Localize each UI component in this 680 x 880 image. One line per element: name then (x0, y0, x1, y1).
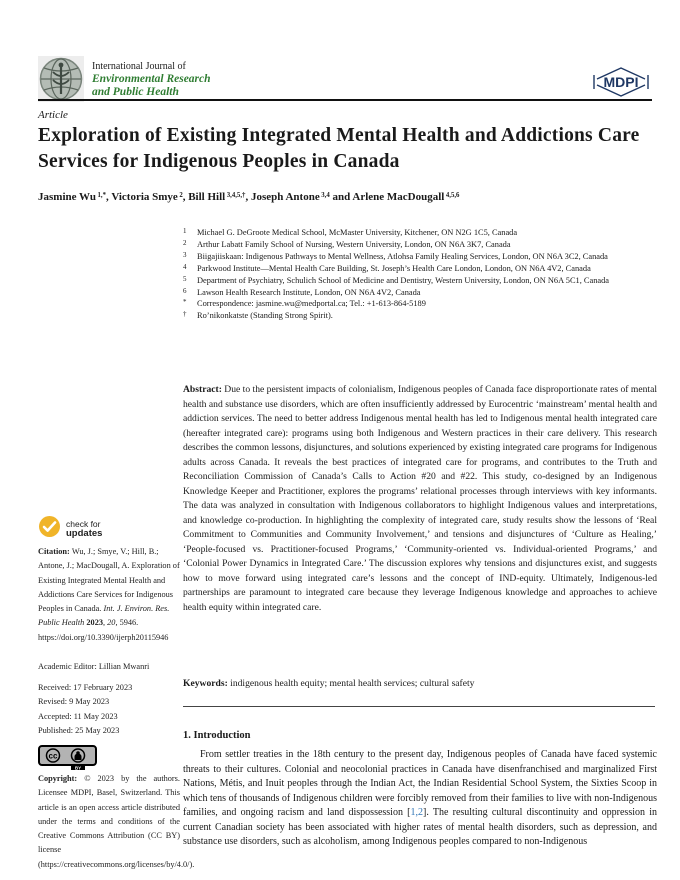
author (352, 191, 459, 203)
svg-text:cc: cc (48, 751, 58, 761)
author-name: Arlene MacDougall (352, 191, 445, 203)
affiliation-marker: 6 (183, 286, 187, 295)
check-for-updates-line1: check for (66, 518, 101, 529)
affiliation-row (183, 263, 657, 275)
affiliation-text: Biigajiiskaan: Indigenous Pathways to Mental Wellness, Atlohsa Family Healing Services, London, ON N6A 3C2, Canada (197, 251, 608, 261)
author-affiliation-sup: 3,4,5,† (226, 191, 246, 199)
author-name: Bill Hill (188, 191, 226, 203)
citation-volume: 20 (107, 618, 116, 628)
author-separator: and (329, 191, 353, 203)
affiliation-row (183, 251, 657, 263)
affiliation-row (183, 275, 657, 287)
affiliation-text: Michael G. DeGroote Medical School, McMaster University, Kitchener, ON N2G 1C5, Canada (197, 228, 518, 237)
copyright-block (38, 772, 195, 872)
affiliation-text: Arthur Labatt Family School of Nursing, Western University, London, ON N6A 3K7, Canada (197, 239, 511, 249)
author-affiliation-sup: 2 (179, 191, 183, 199)
check-for-updates-badge[interactable] (38, 515, 102, 543)
cc-by-license-icon[interactable] (38, 745, 98, 770)
copyright-label: Copyright: (38, 774, 85, 783)
checkmark-icon (38, 515, 61, 543)
affiliation-marker: 4 (183, 262, 187, 271)
keywords-text: indigenous health equity; mental health services; cultural safety (230, 678, 475, 689)
affiliation-text: Department of Psychiatry, Schulich School of Medicine and Dentistry, Western University, London, ON N6A 5C1, Canada (197, 275, 610, 285)
citation-doi-link[interactable]: https://doi.org/10.3390/ijerph20115946 (38, 632, 169, 642)
journal-name (92, 60, 211, 99)
introduction-paragraph (183, 748, 657, 850)
affiliation-marker: 5 (183, 274, 187, 283)
page-title: Exploration of Existing Integrated Mental Health and Addictions Care Services for Indigenous Peoples in Canada (38, 125, 640, 172)
citation-separator: , (102, 618, 108, 628)
journal-logo-icon (38, 56, 84, 102)
citation-year: 2023 (86, 618, 103, 628)
correspondence-row (183, 298, 657, 310)
journal-name-line2: Environmental Research (92, 73, 211, 85)
author-note-text: Ro’nikonkatste (Standing Strong Spirit). (197, 311, 333, 321)
author (38, 191, 111, 203)
author-name: Joseph Antone (250, 191, 320, 203)
received-date: Received: 17 February 2023 (38, 683, 133, 692)
author (188, 191, 251, 203)
article-type-label: Article (38, 109, 68, 121)
author-affiliation-sup: 1,* (97, 191, 106, 199)
citation-block (38, 545, 180, 645)
author-separator: , (245, 191, 251, 203)
copyright-text: © 2023 by the authors. Licensee MDPI, Basel, Switzerland. This article is an open access article distributed under the terms and conditions of the Creative Commons Attribution (CC BY) license (https://creativecommons.org/licenses/by/4.0/). (38, 774, 195, 869)
affiliation-text: Parkwood Institute—Mental Health Care Building, St. Joseph’s Health Care London, London, ON N6A 4V2, Canada (197, 263, 591, 273)
keywords-rule (183, 706, 655, 707)
affiliation-row (183, 227, 657, 239)
article-history (38, 681, 180, 738)
author (251, 191, 352, 203)
citation-label: Citation: (38, 547, 72, 556)
abstract-text: Due to the persistent impacts of colonialism, Indigenous peoples of Canada face disproportionate rates of mental health and substance use disorders, which are often insufficiently addressed by Eurocentric ‘mainstream’ mental health and addiction services. The need to better address Indigenous mental health has led to Indigenous mental health integrated care (hereafter integrated care): programs using both Indigenous and Western practices in their care delivery. This research describes the common lessons, disjunctures, and solutions experienced by existing integrated care programs for Indigenous adults across Canada. It reveals the best practices of integrated care for programs, and contributes to the Truth and Reconciliation Commission of Canada’s Calls to Action #20 and #22. This study, co-designed by an Indigenous Knowledge Keeper and Practitioner, explores the programs’ relational processes through interviews with key informants. The data was analyzed in consultation with Indigenous collaborators to highlight Indigenous values and interpretations, and knowledge co-production. In highlighting the complexity of integrated care, study results show the lessons of ‘Real Commitment to Communities and Community Involvement,’ and tensions and disjunctures of ‘Culture as Healing,’ ‘People-focused vs. Practitioner-focused Programs,’ ‘Community-oriented vs. Individual-oriented Programs,’ and ‘Colonial Power Dynamics in Integrated Care.’ The discussion explores why tensions and disjunctures exist, and suggests how to move forward using integrated care’s lessons and the concept of IND-equity. Ultimately, Indigenous-led partnerships are paramount to integrated care because they leverage Indigenous knowledge and approaches to achieve health equity within integrated care. (183, 384, 657, 613)
check-for-updates-line2: updates (66, 528, 103, 539)
citation-pages: , 5946. (115, 618, 139, 628)
introduction-text: ]. The resulting cultural discontinuity and oppression in current Canadian society has been associated with higher rates of mental health disorders, such as depression, and substance use disorders, such as alcoholism, among Indigenous peoples compared to non-Indigenous (183, 807, 657, 847)
affiliation-marker: 2 (183, 238, 187, 247)
citation-journal: Int. J. Environ. Res. Public Health (38, 604, 170, 628)
journal-name-line3: and Public Health (92, 86, 179, 98)
affiliation-row (183, 287, 657, 299)
keywords (183, 677, 657, 692)
mdpi-logo (590, 63, 652, 101)
accepted-date: Accepted: 11 May 2023 (38, 711, 118, 721)
author-list (38, 191, 654, 203)
svg-text:MDPI: MDPI (603, 74, 639, 90)
correspondence-text: Correspondence: jasmine.wu@medportal.ca; Tel.: +1-613-864-5189 (197, 299, 426, 309)
section-heading-introduction: 1. Introduction (183, 730, 251, 741)
academic-editor: Academic Editor: Lillian Mwanri (38, 662, 150, 671)
author-name: Jasmine Wu (38, 191, 96, 203)
affiliation-row (183, 239, 657, 251)
author-separator: , (182, 191, 189, 203)
check-for-updates-label (66, 520, 102, 539)
citation-ref-link[interactable]: 1,2 (410, 807, 423, 818)
affiliation-list (183, 227, 657, 322)
abstract (183, 383, 657, 615)
author-separator: , (106, 191, 112, 203)
revised-date: Revised: 9 May 2023 (38, 697, 110, 707)
author-note-marker: † (183, 310, 187, 319)
published-date: Published: 25 May 2023 (38, 725, 120, 735)
abstract-label: Abstract: (183, 384, 225, 395)
introduction-text: From settler treaties in the 18th century to the present day, Indigenous peoples of Canada have faced systemic threats to their cultures. Colonial and neocolonial practices in Canada have disenfranchised and marginalized First Nations, Métis, and Inuit peoples through the Indian Act, the Indian Residential School System, the Sixties Scoop in which tens of thousands of Indigenous children were forcibly removed from their families to live with non-Indigenous families, and ongoing racism and land dispossession [ (183, 749, 657, 818)
affiliation-text: Lawson Health Research Institute, London, ON N6A 4V2, Canada (197, 287, 421, 297)
keywords-label: Keywords: (183, 678, 231, 689)
citation-text: Wu, J.; Smye, V.; Hill, B.; Antone, J.; MacDougall, A. Exploration of Existing Integrated Mental Health and Addictions Care Services for Indigenous Peoples in Canada. (38, 547, 180, 614)
author-note-row (183, 310, 657, 322)
svg-text:BY: BY (74, 765, 82, 770)
affiliation-marker: 1 (183, 227, 187, 235)
author-affiliation-sup: 3,4 (321, 191, 330, 199)
affiliation-marker: 3 (183, 250, 187, 259)
author (111, 191, 188, 203)
header-rule (38, 99, 652, 101)
author-name: Victoria Smye (111, 191, 178, 203)
author-affiliation-sup: 4,5,6 (445, 191, 460, 199)
journal-name-line1: International Journal of (92, 61, 186, 72)
correspondence-marker: * (183, 298, 187, 307)
